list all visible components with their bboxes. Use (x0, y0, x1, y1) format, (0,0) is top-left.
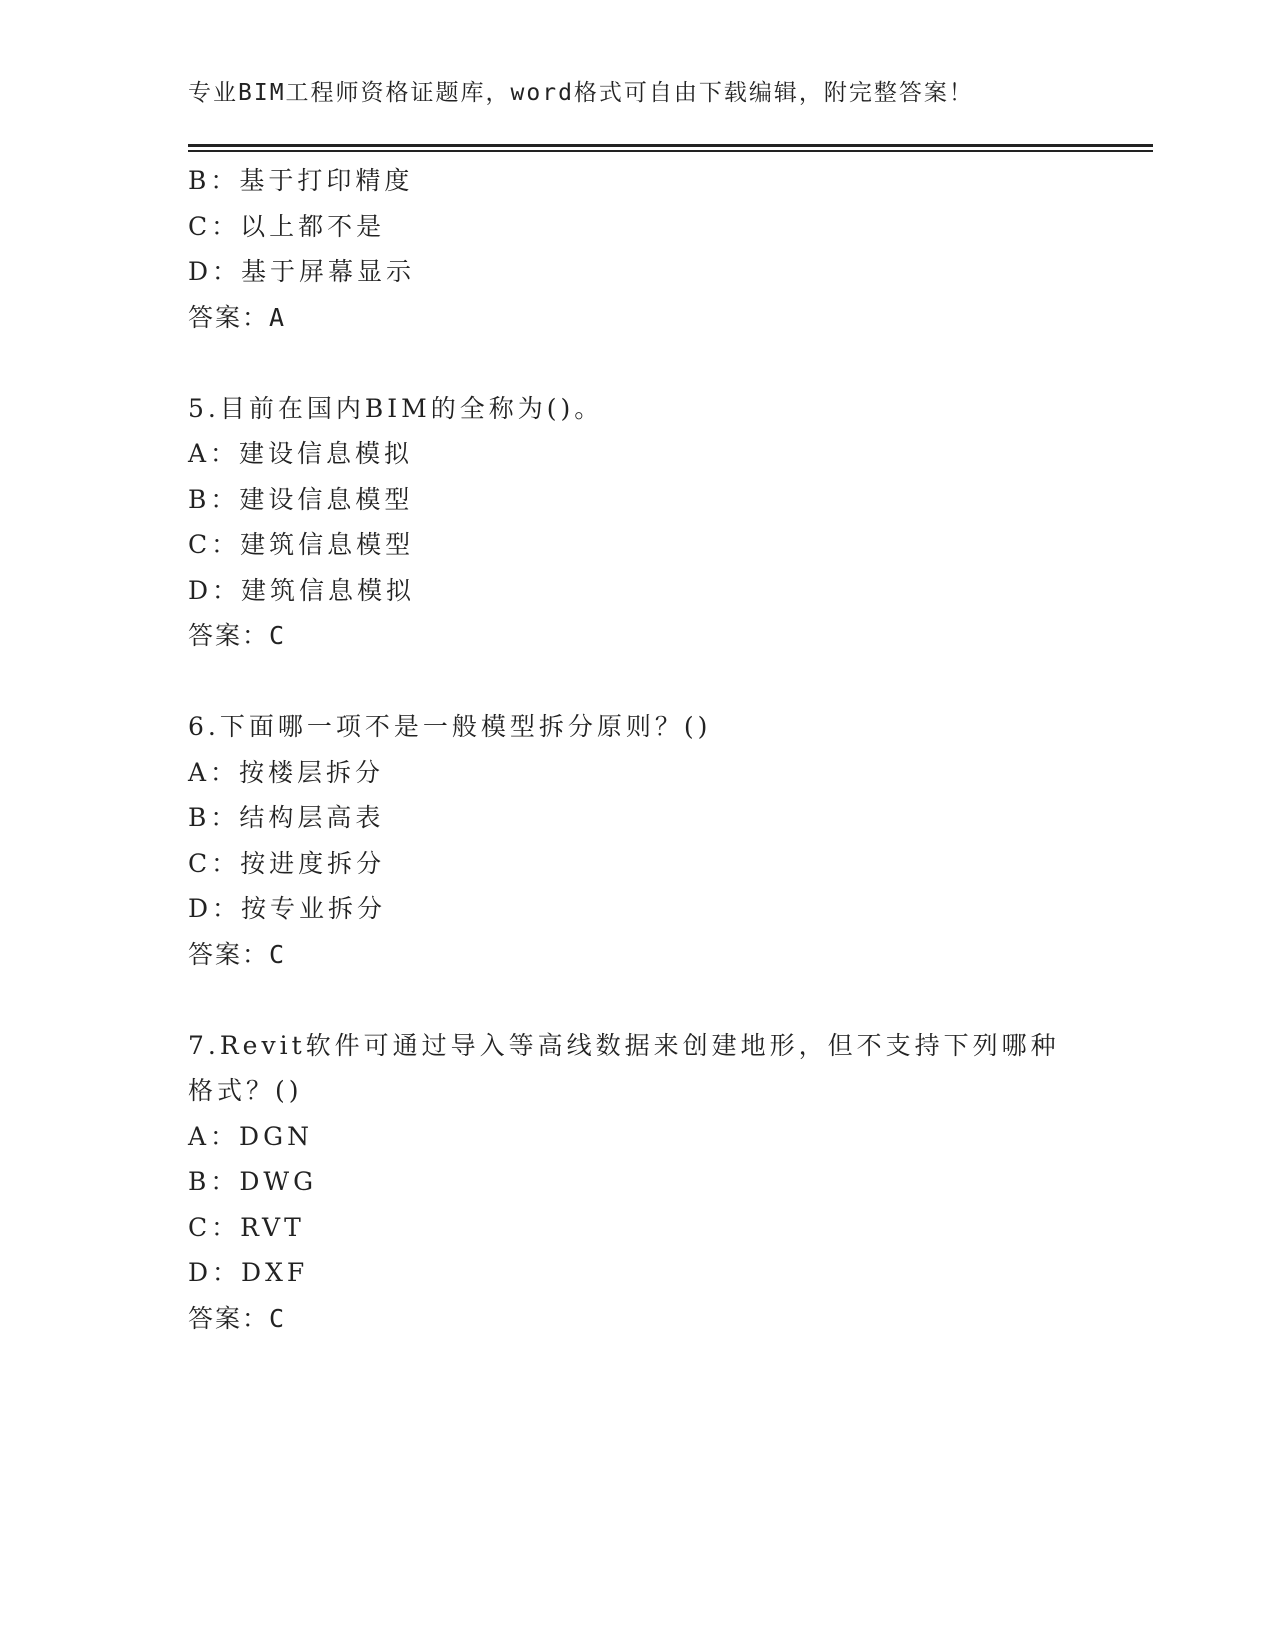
question-title: 6.下面哪一项不是一般模型拆分原则？() (188, 712, 712, 741)
question-7 (188, 1023, 1118, 1342)
option-d: D：按专业拆分 (188, 894, 387, 923)
spacer (188, 340, 1118, 386)
question-title: 5.目前在国内BIM的全称为()。 (188, 393, 604, 423)
option-c: C：以上都不是 (188, 211, 386, 241)
spacer (188, 659, 1118, 705)
page-header-note: 专业BIM工程师资格证题库，word格式可自由下载编辑，附完整答案！ (188, 80, 974, 106)
option-b: B：DWG (188, 1167, 318, 1196)
option-b: B：基于打印精度 (188, 166, 414, 195)
answer-line: 答案：C (188, 621, 287, 650)
header-rule-thin (188, 150, 1153, 152)
option-c: C：建筑信息模型 (188, 530, 415, 559)
question-title: 7.Revit软件可通过导入等高线数据来创建地形，但不支持下列哪种格式？() (188, 1030, 1060, 1105)
option-b: B：建设信息模型 (188, 484, 414, 514)
question-6 (188, 704, 1118, 977)
question-fragment (188, 158, 1118, 340)
option-d: D：建筑信息模拟 (188, 575, 416, 605)
option-c: C：按进度拆分 (188, 848, 386, 878)
option-a: A：按楼层拆分 (188, 757, 385, 787)
option-c: C：RVT (188, 1212, 305, 1242)
answer-line: 答案：C (188, 939, 287, 969)
spacer (188, 977, 1118, 1023)
question-5 (188, 386, 1118, 659)
answer-line: 答案：A (188, 302, 287, 332)
option-b: B：结构层高表 (188, 803, 385, 832)
option-d: D：基于屏幕显示 (188, 257, 416, 286)
option-a: A：建设信息模拟 (188, 439, 414, 468)
header-rule-thick (188, 144, 1153, 147)
answer-line: 答案：C (188, 1303, 287, 1333)
option-d: D：DXF (188, 1258, 309, 1287)
option-a: A：DGN (188, 1121, 313, 1151)
document-body (188, 158, 1118, 1341)
